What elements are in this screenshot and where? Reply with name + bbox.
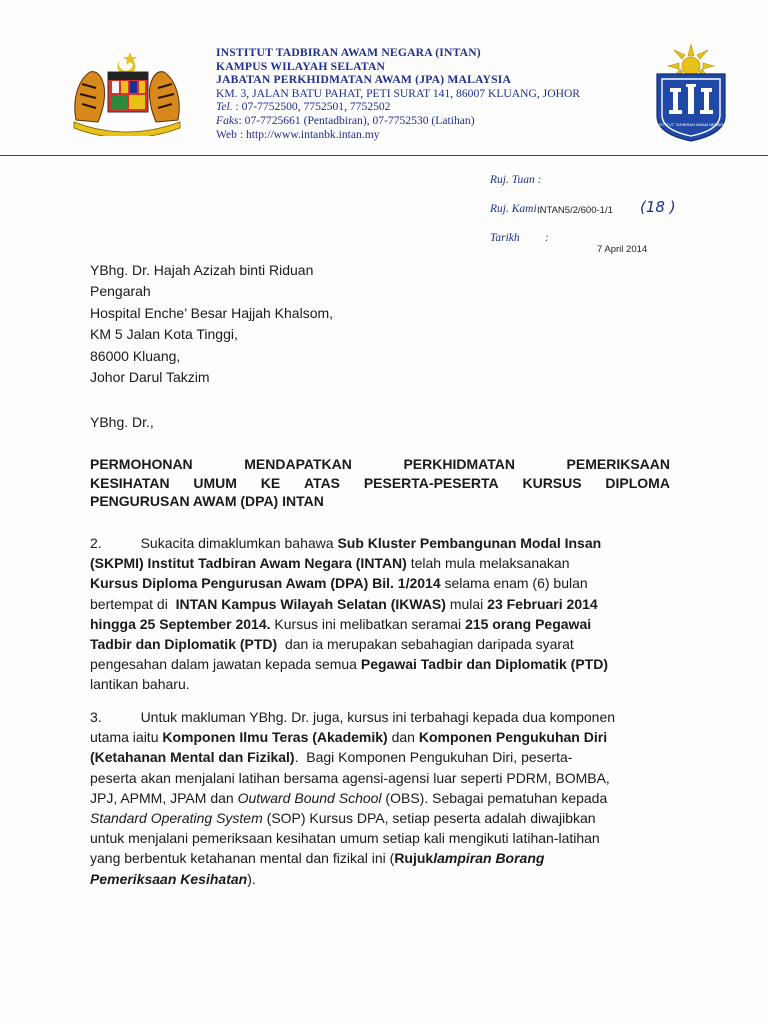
paragraph-line: JPJ, APMM, JPAM dan Outward Bound School (OBS). Sebagai pematuhan kepada — [90, 789, 608, 806]
fax-line: Faks: 07-7725661 (Pentadbiran), 07-7752530 (Latihan) — [216, 113, 475, 127]
svg-text:INSTITUT TADBIRAN AWAM NEGARA: INSTITUT TADBIRAN AWAM NEGARA — [656, 122, 726, 127]
recipient-line: Johor Darul Takzim — [90, 369, 210, 386]
letterhead-divider — [0, 155, 768, 156]
paragraph-line: 2. Sukacita dimaklumkan bahawa Sub Kluster Pembangunan Modal Insan — [90, 535, 602, 551]
subject-line-3: PENGURUSAN AWAM (DPA) INTAN — [90, 493, 324, 510]
paragraph-line: (Ketahanan Mental dan Fizikal) . Bagi Komponen Pengukuhan Diri, peserta- — [90, 749, 573, 766]
paragraph-line: hingga 25 September 2014. Kursus ini melibatkan seramai 215 orang Pegawai — [90, 615, 592, 632]
subject-line-2: KESIHATAN UMUM KE ATAS PESERTA-PESERTA KURSUS DIPLOMA — [90, 474, 670, 491]
recipient-line: Hospital Enche’ Besar Hajjah Khalsom, — [90, 304, 334, 321]
ruj-kami-label: Ruj. Kami : — [490, 203, 544, 215]
ruj-kami-row — [490, 203, 543, 215]
paragraph-line: peserta akan menjalani latihan bersama agensi-agensi luar seperti PDRM, BOMBA, — [90, 769, 610, 786]
tarikh-colon: : — [545, 232, 549, 244]
salutation: YBhg. Dr., — [90, 414, 154, 430]
recipient-line: 86000 Kluang, — [90, 347, 181, 364]
recipient-address — [90, 260, 333, 388]
paragraph-line: utama iaitu Komponen Ilmu Teras (Akademik) dan Komponen Pengukuhan Diri — [90, 729, 608, 746]
department-name: JABATAN PERKHIDMATAN AWAM (JPA) MALAYSIA — [216, 73, 512, 87]
recipient-line: YBhg. Dr. Hajah Azizah binti Riduan — [90, 262, 314, 278]
subject-line-1: PERMOHONAN MENDAPATKAN PERKHIDMATAN PEMERIKSAAN — [90, 456, 670, 472]
paragraph-line: Pemeriksaan Kesihatan ). — [90, 870, 256, 887]
paragraph-line: Standard Operating System (SOP) Kursus DPA, setiap peserta adalah diwajibkan — [90, 810, 596, 827]
letter-subject — [90, 455, 670, 511]
paragraph-line: yang berbentuk ketahanan mental dan fizikal ini ( Rujuk lampiran Borang — [90, 850, 545, 867]
letter-date: 7 April 2014 — [597, 244, 648, 255]
address-line: KM. 3, JALAN BATU PAHAT, PETI SURAT 141, 86007 KLUANG, JOHOR — [216, 86, 581, 100]
website-line: Web : http://www.intanbk.intan.my — [216, 127, 380, 141]
campus-name: KAMPUS WILAYAH SELATAN — [216, 59, 386, 73]
recipient-line: Pengarah — [90, 283, 151, 300]
paragraph-line: 3. Untuk makluman YBhg. Dr. juga, kursus ini terbahagi kepada dua komponen — [90, 709, 616, 725]
paragraph-line: Kursus Diploma Pengurusan Awam (DPA) Bil. 1/2014 selama enam (6) bulan — [90, 575, 588, 592]
letterhead-text — [216, 46, 580, 141]
institution-name: INSTITUT TADBIRAN AWAM NEGARA (INTAN) — [216, 46, 481, 59]
paragraph-line: bertempat di INTAN Kampus Wilayah Selatan (IKWAS) mulai 23 Februari 2014 — [90, 595, 598, 612]
paragraph-3 — [90, 707, 670, 889]
ruj-tuan-label: Ruj. Tuan : — [490, 174, 542, 186]
recipient-line: KM 5 Jalan Kota Tinggi, — [90, 326, 238, 343]
paragraph-line: (SKPMI) Institut Tadbiran Awam Negara (INTAN) telah mula melaksanakan — [90, 555, 570, 572]
paragraph-2 — [90, 533, 670, 695]
ruj-kami-value: INTAN5/2/600-1/1 — [537, 205, 613, 216]
telephone-line: Tel. : 07-7752500, 7752501, 7752502 — [216, 100, 391, 114]
paragraph-line: untuk menjalani pemeriksaan kesihatan umum setiap kali mengikuti latihan-latihan — [90, 830, 600, 847]
tarikh-label: Tarikh — [490, 232, 520, 244]
paragraph-line: lantikan baharu. — [90, 676, 190, 693]
paragraph-line: Tadbir dan Diplomatik (PTD) dan ia merupakan sebahagian daripada syarat — [90, 636, 574, 653]
handwritten-reference-number: (18 ) — [640, 198, 676, 216]
intan-logo — [652, 44, 730, 142]
malaysia-coat-of-arms-logo — [68, 50, 186, 136]
paragraph-line: pengesahan dalam jawatan kepada semua Pegawai Tadbir dan Diplomatik (PTD) — [90, 656, 608, 673]
